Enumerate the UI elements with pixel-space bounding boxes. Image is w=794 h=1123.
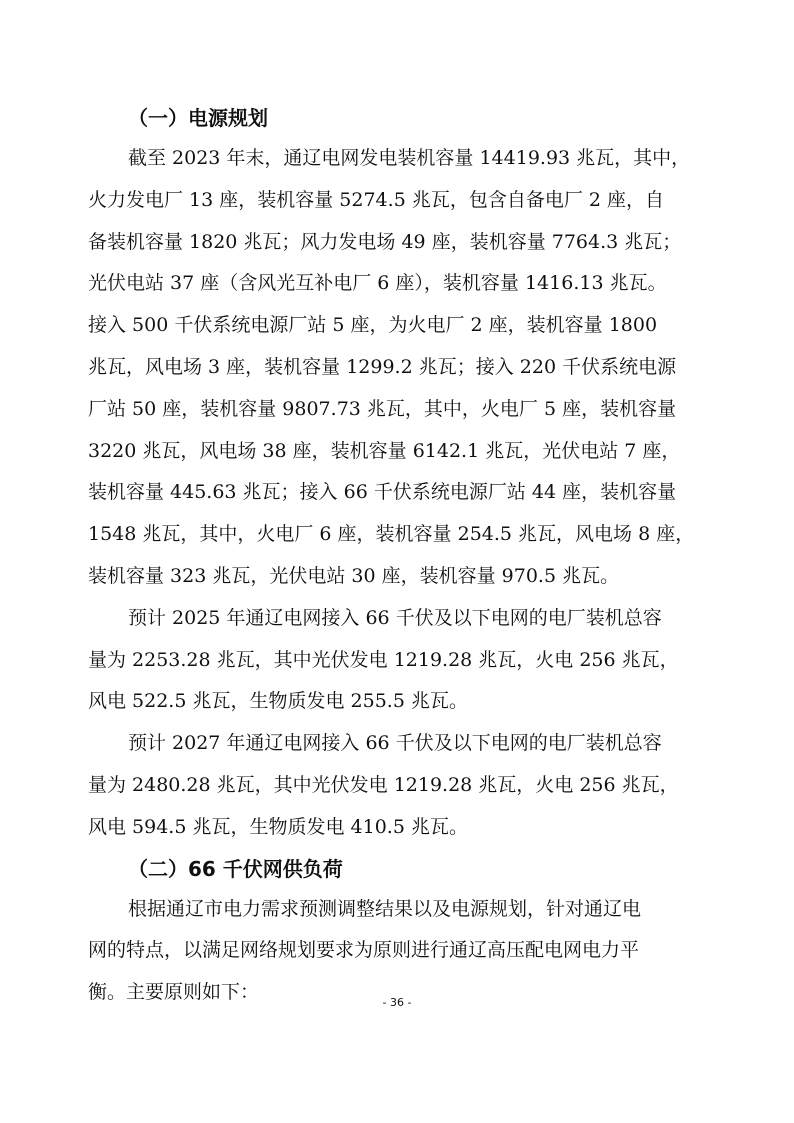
text-line: 接入 500 千伏系统电源厂站 5 座，为火电厂 2 座，装机容量 1800 bbox=[88, 314, 658, 337]
paragraph-installed-capacity bbox=[88, 138, 708, 598]
text-line: 风电 594.5 兆瓦，生物质发电 410.5 兆瓦。 bbox=[88, 815, 468, 838]
section-heading-66kv-load: （二）66 千伏网供负荷 bbox=[128, 856, 343, 881]
paragraph-forecast-2025 bbox=[88, 598, 708, 723]
text-line: 装机容量 445.63 兆瓦；接入 66 千伏系统电源厂站 44 座，装机容量 bbox=[88, 481, 677, 504]
text-line: 风电 522.5 兆瓦，生物质发电 255.5 兆瓦。 bbox=[88, 690, 468, 713]
text-line: 量为 2480.28 兆瓦，其中光伏发电 1219.28 兆瓦，火电 256 兆瓦， bbox=[88, 773, 679, 796]
text-line: 截至 2023 年末，通辽电网发电装机容量 14419.93 兆瓦，其中， bbox=[128, 147, 691, 169]
text-line: 衡。主要原则如下： bbox=[88, 981, 260, 1004]
text-line: 厂站 50 座，装机容量 9807.73 兆瓦，其中，火电厂 5 座，装机容量 bbox=[88, 397, 677, 420]
section-heading-power-planning: （一）电源规划 bbox=[128, 106, 268, 130]
text-line: 根据通辽市电力需求预测调整结果以及电源规划，针对通辽电 bbox=[128, 897, 642, 920]
text-line: 3220 兆瓦，风电场 38 座，装机容量 6142.1 兆瓦，光伏电站 7 座， bbox=[88, 439, 681, 462]
paragraph-forecast-2027 bbox=[88, 723, 708, 848]
text-line: 网的特点，以满足网络规划要求为原则进行通辽高压配电网电力平 bbox=[88, 939, 640, 962]
text-line: 预计 2025 年通辽电网接入 66 千伏及以下电网的电厂装机总容 bbox=[128, 606, 662, 629]
text-line: 火力发电厂 13 座，装机容量 5274.5 兆瓦，包含自备电厂 2 座，自 bbox=[88, 188, 664, 211]
page-number: - 36 - bbox=[382, 996, 412, 1009]
text-line: 光伏电站 37 座（含风光互补电厂 6 座），装机容量 1416.13 兆瓦。 bbox=[88, 272, 667, 295]
text-line: 兆瓦，风电场 3 座，装机容量 1299.2 兆瓦；接入 220 千伏系统电源 bbox=[88, 355, 677, 378]
text-line: 装机容量 323 兆瓦，光伏电站 30 座，装机容量 970.5 兆瓦。 bbox=[88, 564, 620, 587]
text-line: 1548 兆瓦，其中，火电厂 6 座，装机容量 254.5 兆瓦，风电场 8 座， bbox=[88, 523, 695, 546]
text-line: 预计 2027 年通辽电网接入 66 千伏及以下电网的电厂装机总容 bbox=[128, 732, 662, 755]
text-line: 备装机容量 1820 兆瓦；风力发电场 49 座，装机容量 7764.3 兆瓦； bbox=[88, 230, 682, 253]
document-body bbox=[88, 98, 708, 1014]
text-line: 量为 2253.28 兆瓦，其中光伏发电 1219.28 兆瓦，火电 256 兆瓦， bbox=[88, 648, 679, 671]
